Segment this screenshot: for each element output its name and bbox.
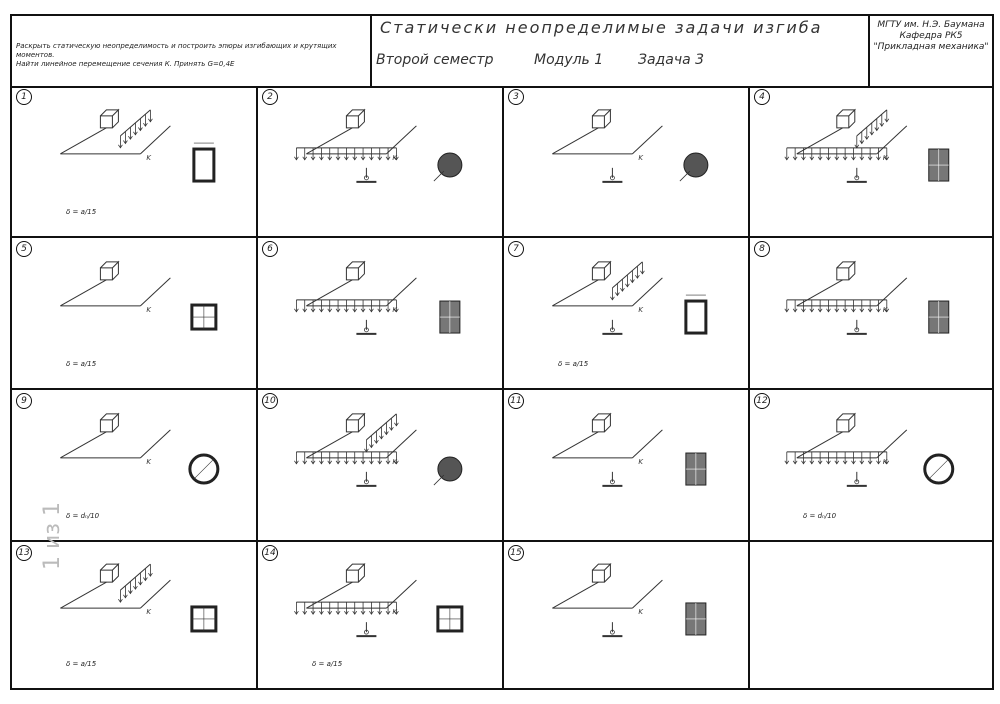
org-department: Кафедра РК5 (899, 31, 963, 41)
beam-scheme-diagram (12, 238, 256, 388)
beam-scheme-diagram (750, 86, 990, 236)
problem-cell (504, 86, 750, 238)
task-line-2: Найти линейное перемещение сечения К. Принять G=0,4E (16, 60, 235, 68)
org-university: МГТУ им. Н.Э. Баумана (877, 20, 985, 30)
svg-text:K: K (392, 608, 397, 617)
module-label: Модуль 1 (534, 52, 604, 68)
semester-label: Второй семестр (376, 52, 494, 68)
beam-scheme-diagram (750, 390, 990, 540)
problem-number: 3 (508, 89, 524, 105)
problem-number: 13 (16, 545, 32, 561)
svg-text:K: K (146, 305, 151, 314)
problem-cell (258, 390, 504, 542)
beam-scheme-diagram (258, 542, 502, 688)
problem-number: 15 (508, 545, 524, 561)
problem-number: 11 (508, 393, 524, 409)
cell-caption: δ = a/15 (312, 660, 343, 668)
problem-number: 5 (16, 241, 32, 257)
beam-scheme-diagram (258, 86, 502, 236)
problem-cell (504, 238, 750, 390)
cell-caption: δ = a/15 (66, 360, 97, 368)
cell-caption: δ = dₙ/10 (803, 512, 837, 520)
svg-text:K: K (146, 153, 151, 162)
cell-caption: δ = a/15 (558, 360, 589, 368)
svg-text:K: K (882, 305, 888, 314)
cell-caption: δ = a/15 (66, 208, 97, 216)
organization-block (870, 20, 992, 53)
problem-number: 14 (262, 545, 278, 561)
problem-number: 6 (262, 241, 278, 257)
problem-cell (504, 390, 750, 542)
svg-text:K: K (392, 305, 397, 314)
svg-text:K: K (638, 608, 643, 617)
svg-text:K: K (638, 153, 643, 162)
beam-scheme-diagram (258, 390, 502, 540)
problem-number: 2 (262, 89, 278, 105)
problem-cell (258, 86, 504, 238)
svg-text:K: K (638, 305, 643, 314)
problem-cell (750, 542, 992, 690)
problem-grid (12, 86, 992, 690)
svg-text:K: K (392, 153, 397, 162)
svg-text:K: K (392, 457, 397, 466)
problem-cell (750, 86, 992, 238)
problem-number: 7 (508, 241, 524, 257)
beam-scheme-diagram (504, 542, 748, 688)
cell-caption: δ = a/15 (66, 660, 97, 668)
task-statement (16, 42, 368, 69)
problem-number: 10 (262, 393, 278, 409)
title-block (12, 16, 992, 88)
cell-caption: δ = dₙ/10 (66, 512, 100, 520)
title-divider-left (370, 16, 372, 86)
problem-cell (12, 86, 258, 238)
beam-scheme-diagram (504, 86, 748, 236)
task-label: Задача 3 (638, 52, 705, 68)
svg-text:K: K (146, 608, 151, 617)
problem-number: 9 (16, 393, 32, 409)
beam-scheme-diagram (750, 238, 990, 388)
problem-number: 8 (754, 241, 770, 257)
task-line-1: Раскрыть статическую неопределимость и построить эпюры изгибающих и крутящих моментов. (16, 42, 337, 59)
problem-cell (750, 390, 992, 542)
svg-text:K: K (882, 153, 888, 162)
sheet-title: Статически неопределимые задачи изгиба (380, 18, 823, 37)
problem-cell (12, 238, 258, 390)
org-subject: "Прикладная механика" (873, 42, 989, 52)
problem-cell (258, 542, 504, 690)
beam-scheme-diagram (12, 86, 256, 236)
problem-number: 1 (16, 89, 32, 105)
beam-scheme-diagram (258, 238, 502, 388)
page-counter: 1 из 1 (40, 502, 65, 570)
problem-cell (750, 238, 992, 390)
problem-number: 12 (754, 393, 770, 409)
problem-cell (504, 542, 750, 690)
svg-text:K: K (146, 457, 151, 466)
svg-text:K: K (882, 457, 888, 466)
beam-scheme-diagram (504, 390, 748, 540)
svg-text:K: K (638, 457, 643, 466)
problem-number: 4 (754, 89, 770, 105)
problem-cell (258, 238, 504, 390)
beam-scheme-diagram (504, 238, 748, 388)
drawing-sheet (10, 14, 994, 690)
